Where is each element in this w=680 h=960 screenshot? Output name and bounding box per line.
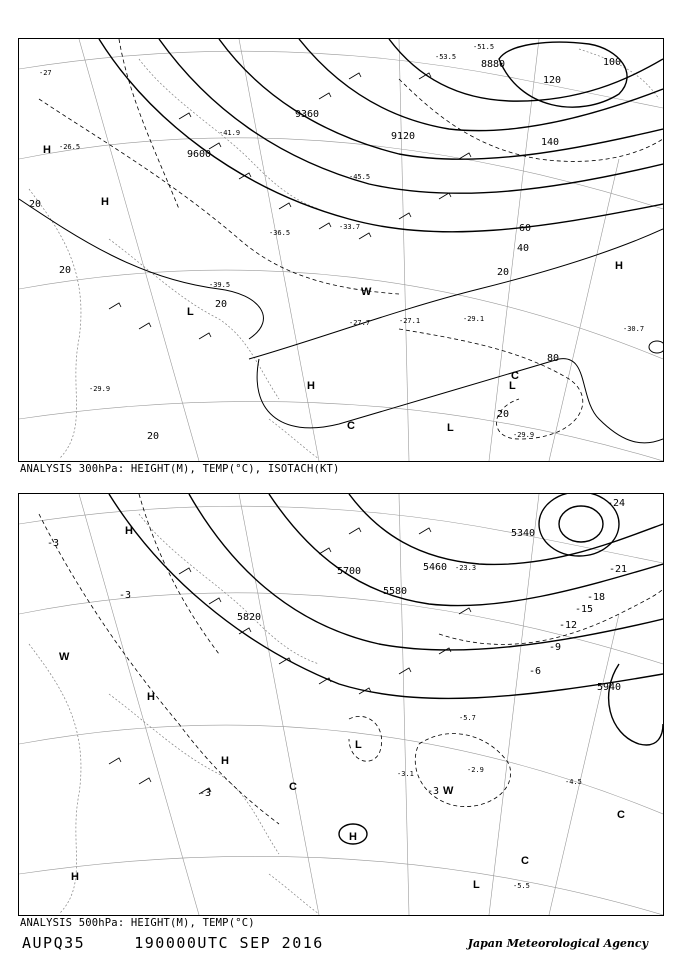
temperature-label: -53.5 xyxy=(435,53,457,61)
height-labels xyxy=(237,528,621,693)
isotherm-label: -3 xyxy=(427,786,440,797)
cold-marker: C xyxy=(347,420,355,432)
isotherm-label: -3 xyxy=(47,538,60,549)
low-pressure-marker: L xyxy=(447,422,454,434)
temperature-label: -27.7 xyxy=(349,319,371,327)
isotherm-label: -9 xyxy=(549,642,562,653)
high-pressure-marker: H xyxy=(101,196,109,208)
isotach-label: 120 xyxy=(543,75,562,86)
height-label: 5580 xyxy=(383,586,408,597)
chart-code: AUPQ35 xyxy=(22,934,86,952)
height-label: 9360 xyxy=(295,109,320,120)
isotherm-label: -3 xyxy=(199,788,212,799)
isotach-label: 20 xyxy=(497,267,510,278)
temperature-label: -29.9 xyxy=(89,385,111,393)
map-500hpa xyxy=(19,494,663,915)
isotach-labels xyxy=(29,57,621,442)
isotherm-labels xyxy=(47,498,627,799)
isotach-label: 20 xyxy=(215,299,228,310)
low-pressure-marker: L xyxy=(187,306,194,318)
isotach-label: 20 xyxy=(497,409,510,420)
temperature-labels xyxy=(39,43,644,439)
coastline xyxy=(29,49,659,459)
height-label: 9600 xyxy=(187,149,212,160)
temperature-label: -33.7 xyxy=(339,223,361,231)
height-label: 9120 xyxy=(391,131,416,142)
temperature-label: -27.1 xyxy=(399,317,421,325)
high-pressure-marker: H xyxy=(221,755,229,767)
low-pressure-marker: L xyxy=(355,739,362,751)
isotherm-label: -12 xyxy=(559,620,578,631)
height-label: 5700 xyxy=(337,566,362,577)
temperature-label: -5.5 xyxy=(513,882,530,890)
warm-marker: W xyxy=(443,785,454,797)
isotach-label: 40 xyxy=(517,243,530,254)
map-300hpa xyxy=(19,39,663,461)
temperature-label: -29.1 xyxy=(463,315,485,323)
isotherm-label: -21 xyxy=(609,564,628,575)
high-pressure-marker: H xyxy=(43,144,51,156)
pressure-system-markers xyxy=(59,525,628,891)
temperature-label: -27 xyxy=(39,69,52,77)
low-pressure-marker: L xyxy=(509,380,516,392)
high-pressure-marker: H xyxy=(615,260,623,272)
wind-barbs xyxy=(109,73,471,339)
high-pressure-marker: H xyxy=(307,380,315,392)
temperature-label: -36.5 xyxy=(269,229,291,237)
coastline xyxy=(29,514,319,914)
isotherm-label: -15 xyxy=(575,604,594,615)
isotherm-label: -3 xyxy=(119,590,132,601)
temperature-isotherms xyxy=(39,494,663,824)
cold-marker: C xyxy=(289,781,297,793)
isotherm-label: -18 xyxy=(587,592,606,603)
temperature-isotherms xyxy=(39,39,663,439)
graticule xyxy=(19,494,663,915)
valid-time: 190000UTC SEP 2016 xyxy=(134,934,324,952)
height-labels xyxy=(187,59,505,160)
temperature-label: -51.5 xyxy=(473,43,495,51)
isotherm-label: -24 xyxy=(607,498,626,509)
isotach-label: 60 xyxy=(519,223,532,234)
high-pressure-marker: H xyxy=(349,831,357,843)
map-500hpa-panel xyxy=(18,493,664,916)
isotach-label: 80 xyxy=(547,353,560,364)
high-pressure-marker: H xyxy=(147,691,155,703)
warm-marker: W xyxy=(59,651,70,663)
temperature-label: -45.5 xyxy=(349,173,371,181)
temperature-label: -41.9 xyxy=(219,129,241,137)
high-pressure-marker: H xyxy=(125,525,133,537)
isotach-label: 140 xyxy=(541,137,560,148)
height-label: 5820 xyxy=(237,612,262,623)
graticule xyxy=(19,39,663,461)
agency-name: Japan Meteorological Agency xyxy=(467,937,648,950)
height-label: 8880 xyxy=(481,59,506,70)
temperature-label: -2.9 xyxy=(467,766,484,774)
isotach-label: 20 xyxy=(29,199,42,210)
temperature-label: -4.5 xyxy=(565,778,582,786)
chart-id-line xyxy=(22,934,324,952)
high-pressure-marker: H xyxy=(71,871,79,883)
temperature-label: -23.3 xyxy=(455,564,477,572)
warm-marker: W xyxy=(361,286,372,298)
cold-marker: C xyxy=(521,855,529,867)
cold-marker: C xyxy=(617,809,625,821)
caption-500hpa: ANALYSIS 500hPa: HEIGHT(M), TEMP(°C) xyxy=(20,917,255,929)
map-300hpa-panel xyxy=(18,38,664,462)
isotach-label: 100 xyxy=(603,57,622,68)
low-pressure-marker: L xyxy=(473,879,480,891)
isotach-label: 20 xyxy=(59,265,72,276)
caption-300hpa: ANALYSIS 300hPa: HEIGHT(M), TEMP(°C), ISOTACH(KT) xyxy=(20,463,340,475)
height-contours xyxy=(99,39,663,232)
temperature-label: -39.5 xyxy=(209,281,231,289)
temperature-labels xyxy=(397,564,582,890)
height-label: 5940 xyxy=(597,682,622,693)
height-label: 5340 xyxy=(511,528,536,539)
isotach-label: 20 xyxy=(147,431,160,442)
cold-marker: C xyxy=(511,370,519,382)
temperature-label: -5.7 xyxy=(459,714,476,722)
isotherm-label: -6 xyxy=(529,666,542,677)
height-label: 5460 xyxy=(423,562,448,573)
isotach-lines xyxy=(19,199,663,443)
temperature-label: -26.5 xyxy=(59,143,81,151)
temperature-label: -3.1 xyxy=(397,770,414,778)
temperature-label: -29.9 xyxy=(513,431,535,439)
temperature-label: -30.7 xyxy=(623,325,645,333)
